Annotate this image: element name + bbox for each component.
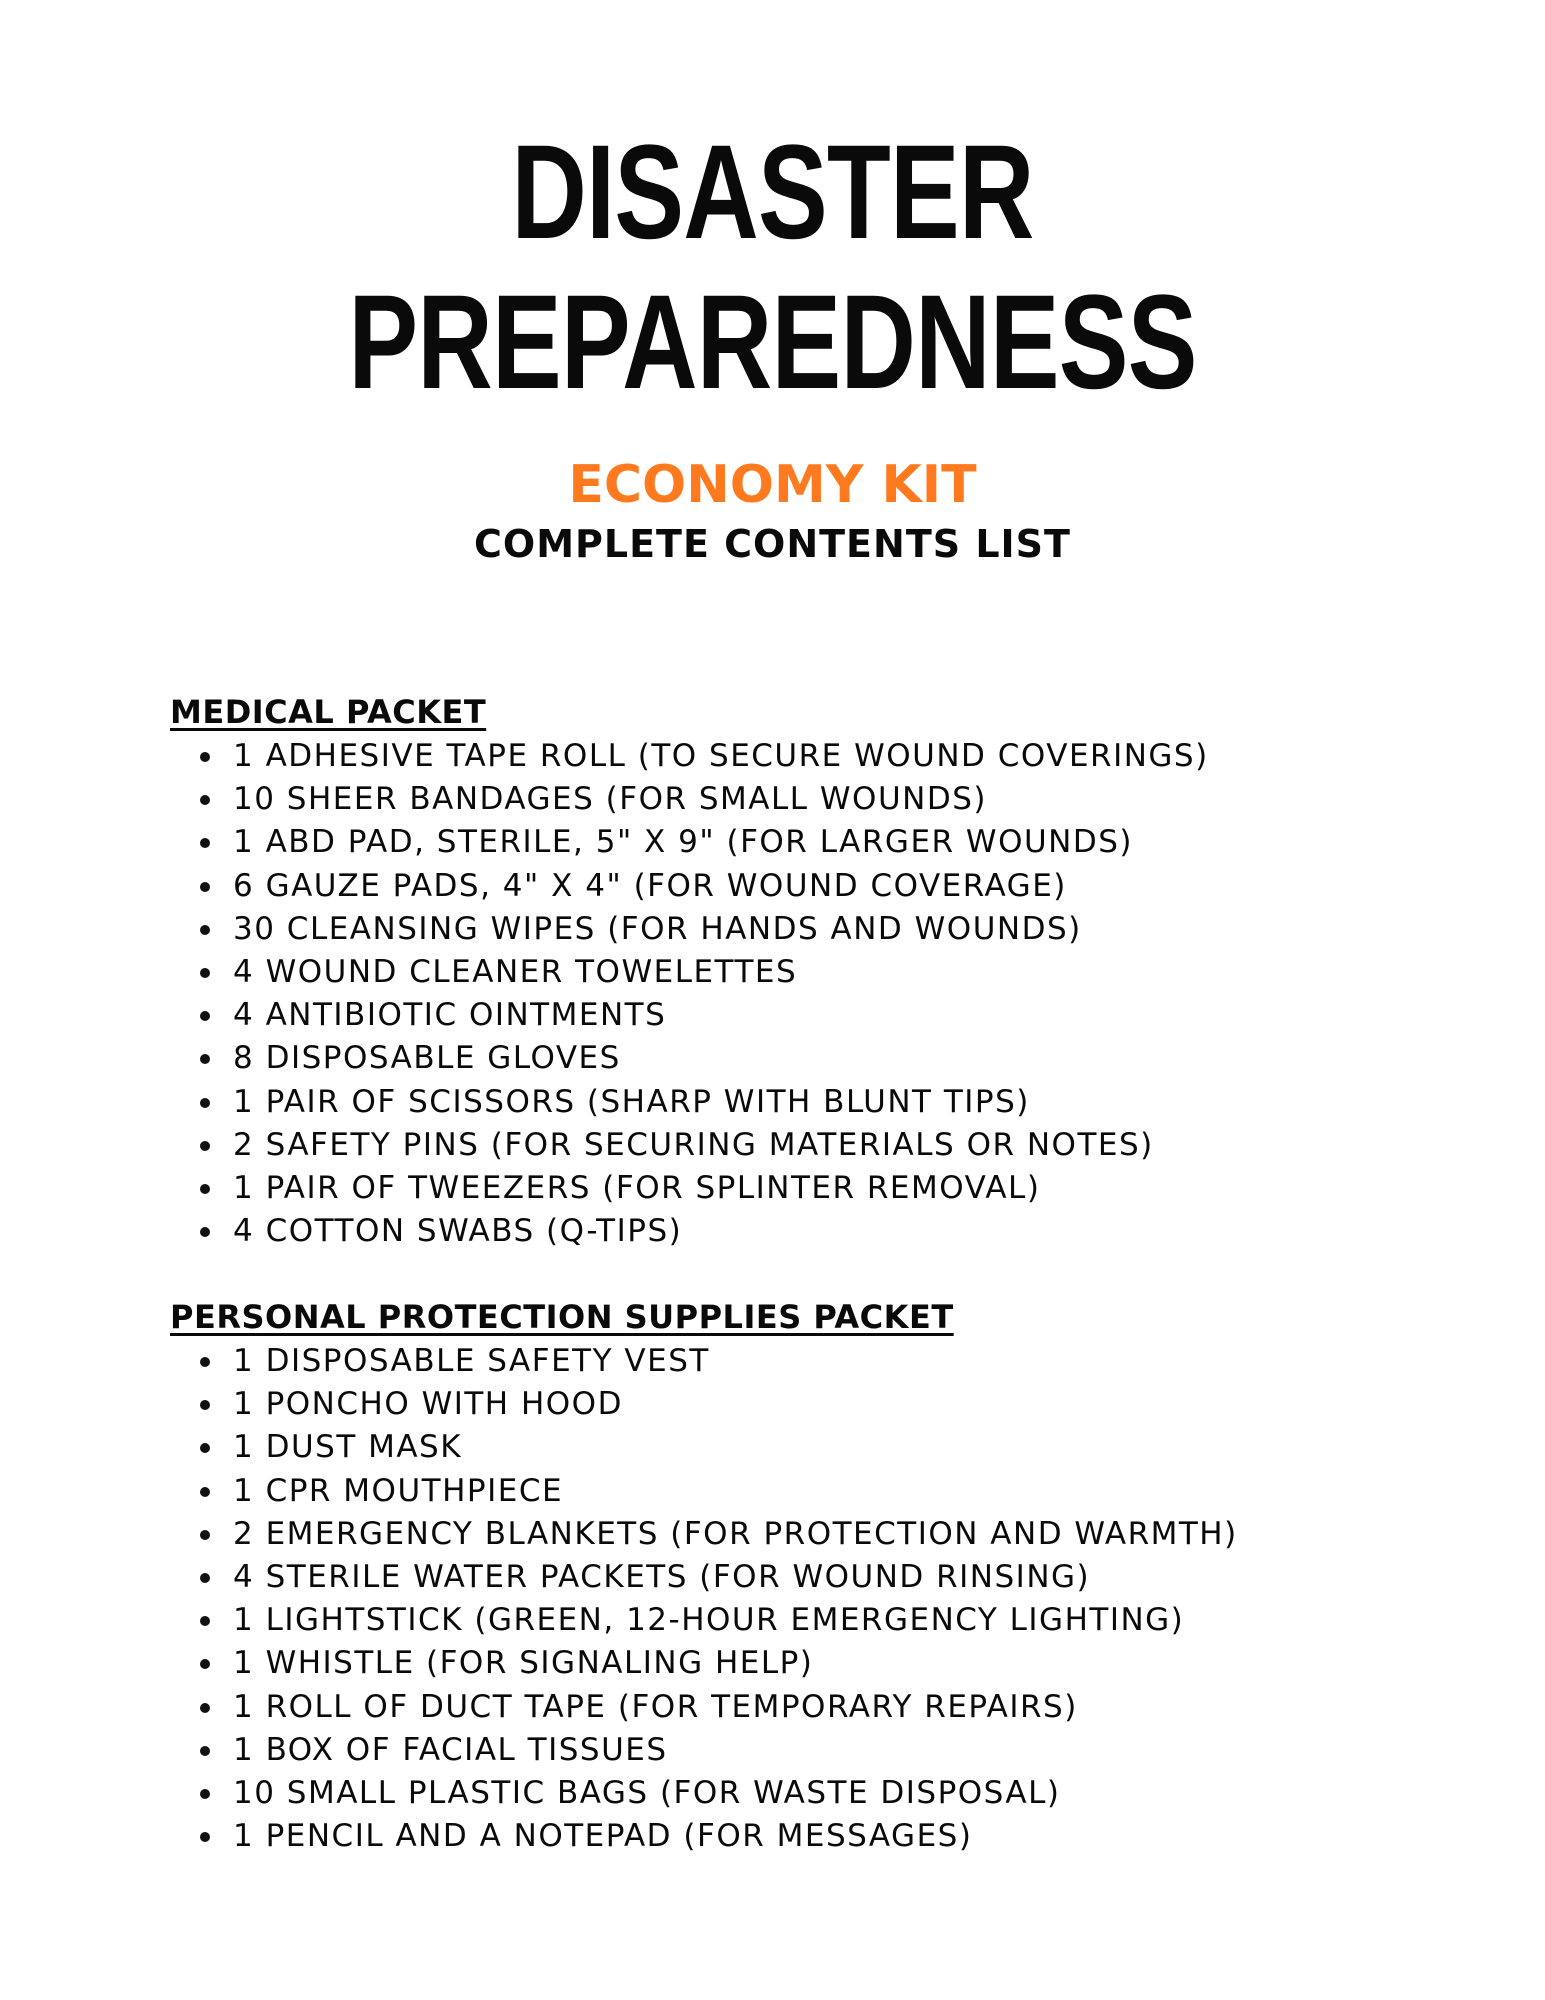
list-item	[170, 1470, 1500, 1513]
list-item	[170, 865, 1500, 908]
list-item-text: 30 CLEANSING WIPES (FOR HANDS AND WOUNDS)	[233, 910, 1082, 947]
list-item-text: 8 DISPOSABLE GLOVES	[233, 1040, 621, 1077]
list-item-text: 10 SMALL PLASTIC BAGS (FOR WASTE DISPOSAL)	[233, 1775, 1061, 1812]
list-item	[170, 778, 1500, 821]
list-item	[170, 1210, 1500, 1253]
bullet-icon	[200, 1011, 210, 1021]
bullet-icon	[200, 1357, 210, 1367]
bullet-icon	[200, 1573, 210, 1583]
list-item-text: 1 CPR MOUTHPIECE	[233, 1472, 564, 1509]
list-item	[170, 1513, 1500, 1556]
section-heading: MEDICAL PACKET	[170, 693, 487, 731]
bullet-icon	[200, 1184, 210, 1194]
list-item-text: 1 DISPOSABLE SAFETY VEST	[233, 1343, 710, 1379]
bullet-icon	[200, 1227, 210, 1237]
list-item	[170, 1383, 1500, 1426]
item-list	[170, 1340, 1500, 1858]
list-item-text: 6 GAUZE PADS, 4" X 4" (FOR WOUND COVERAGE)	[233, 867, 1067, 904]
list-item-text: 1 LIGHTSTICK (GREEN, 12-HOUR EMERGENCY LIGHTING)	[233, 1602, 1185, 1639]
bullet-icon	[200, 1530, 210, 1540]
list-item-text: 10 SHEER BANDAGES (FOR SMALL WOUNDS)	[233, 781, 987, 818]
bullet-icon	[200, 838, 210, 848]
list-item-text: 1 DUST MASK	[233, 1429, 463, 1466]
list-item	[170, 1599, 1500, 1642]
list-item-text: 1 PONCHO WITH HOOD	[233, 1386, 623, 1423]
section-personal-protection	[170, 1298, 1500, 1858]
list-item-text: 1 PAIR OF TWEEZERS (FOR SPLINTER REMOVAL)	[233, 1170, 1041, 1207]
bullet-icon	[200, 1832, 210, 1842]
list-item-text: 2 EMERGENCY BLANKETS (FOR PROTECTION AND WARMTH)	[233, 1515, 1238, 1552]
list-item	[170, 1729, 1500, 1772]
bullet-icon	[200, 968, 210, 978]
list-item	[170, 821, 1500, 864]
list-item	[170, 951, 1500, 994]
list-item-text: 1 ROLL OF DUCT TAPE (FOR TEMPORARY REPAIRS)	[233, 1688, 1078, 1725]
list-item	[170, 994, 1500, 1037]
list-item	[170, 1124, 1500, 1167]
bullet-icon	[200, 1487, 210, 1497]
title-line-2: PREPAREDNESS	[348, 268, 1197, 417]
section-medical-packet	[170, 693, 1500, 1253]
bullet-icon	[200, 1789, 210, 1799]
list-item	[170, 1686, 1500, 1729]
list-item-text: 4 WOUND CLEANER TOWELETTES	[233, 954, 798, 991]
kit-subtitle: COMPLETE CONTENTS LIST	[474, 522, 1071, 566]
bullet-icon	[200, 882, 210, 892]
bullet-icon	[200, 1746, 210, 1756]
bullet-icon	[200, 925, 210, 935]
list-item-text: 2 SAFETY PINS (FOR SECURING MATERIALS OR NOTES)	[233, 1126, 1154, 1163]
list-item-text: 4 COTTON SWABS (Q-TIPS)	[233, 1213, 683, 1250]
list-item	[170, 1772, 1500, 1815]
kit-name: ECONOMY KIT	[568, 455, 977, 515]
list-item	[170, 1426, 1500, 1469]
list-item-text: 1 PAIR OF SCISSORS (SHARP WITH BLUNT TIPS)	[233, 1083, 1030, 1120]
section-heading: PERSONAL PROTECTION SUPPLIES PACKET	[170, 1298, 954, 1336]
list-item	[170, 1815, 1500, 1858]
list-item	[170, 1556, 1500, 1599]
bullet-icon	[200, 1616, 210, 1626]
list-item	[170, 1167, 1500, 1210]
item-list	[170, 735, 1500, 1253]
list-item-text: 1 WHISTLE (FOR SIGNALING HELP)	[233, 1645, 814, 1682]
bullet-icon	[200, 1054, 210, 1064]
bullet-icon	[200, 1400, 210, 1410]
bullet-icon	[200, 1098, 210, 1108]
page-title	[170, 118, 1375, 418]
bullet-icon	[200, 1443, 210, 1453]
list-item-text: 1 ADHESIVE TAPE ROLL (TO SECURE WOUND COVERINGS)	[233, 738, 1209, 774]
title-line-1: DISASTER	[511, 118, 1034, 267]
list-item	[170, 1081, 1500, 1124]
bullet-icon	[200, 1659, 210, 1669]
list-item-text: 1 ABD PAD, STERILE, 5" X 9" (FOR LARGER WOUNDS)	[233, 824, 1134, 861]
list-item	[170, 1037, 1500, 1080]
list-item-text: 4 ANTIBIOTIC OINTMENTS	[233, 997, 667, 1034]
list-item	[170, 1340, 1500, 1383]
list-item-text: 1 PENCIL AND A NOTEPAD (FOR MESSAGES)	[233, 1818, 973, 1855]
bullet-icon	[200, 1703, 210, 1713]
list-item	[170, 908, 1500, 951]
bullet-icon	[200, 795, 210, 805]
list-item-text: 1 BOX OF FACIAL TISSUES	[233, 1731, 668, 1768]
bullet-icon	[200, 752, 210, 762]
bullet-icon	[200, 1141, 210, 1151]
list-item	[170, 735, 1500, 778]
list-item	[170, 1642, 1500, 1685]
list-item-text: 4 STERILE WATER PACKETS (FOR WOUND RINSING)	[233, 1559, 1091, 1596]
